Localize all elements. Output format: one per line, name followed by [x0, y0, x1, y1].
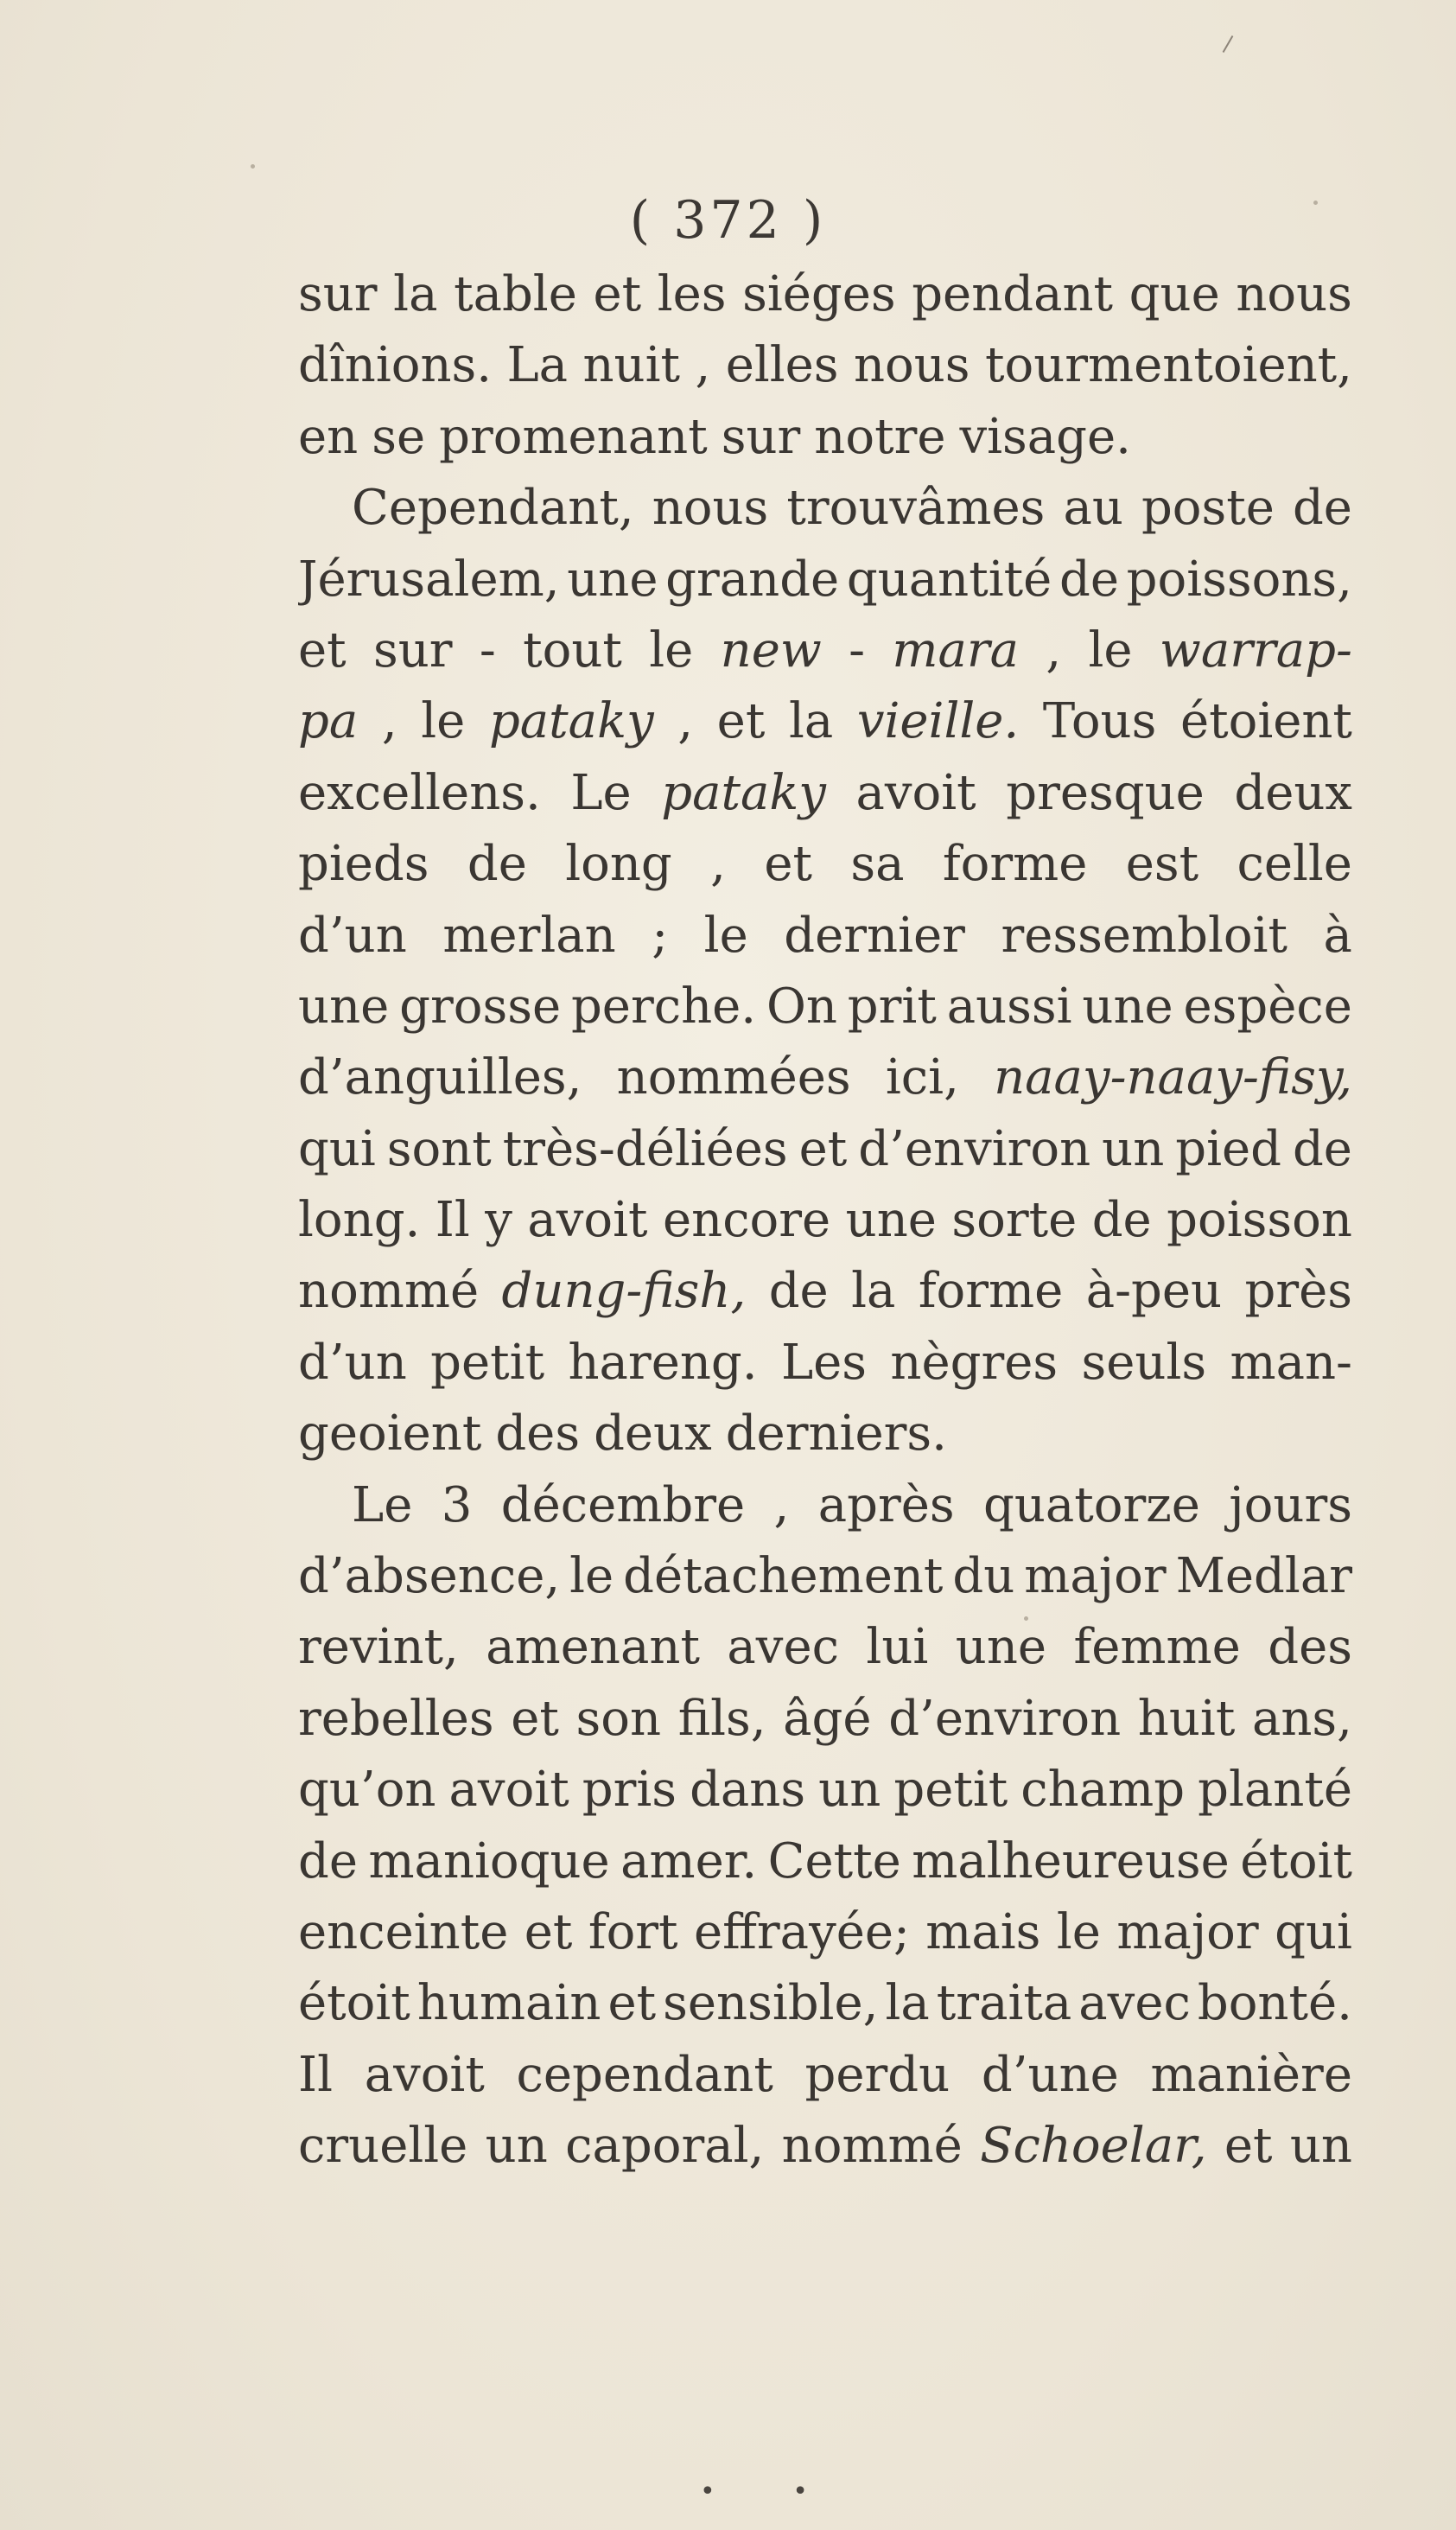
word: nommé — [781, 2118, 963, 2175]
word: âgé — [783, 1690, 872, 1747]
word: La — [506, 337, 569, 394]
word: avec — [1078, 1975, 1191, 2032]
word: prit — [847, 978, 937, 1035]
text-line — [298, 1612, 1352, 1683]
word: , — [1046, 621, 1062, 679]
word: au — [1063, 480, 1123, 537]
word: Tous — [1042, 693, 1157, 750]
word: cruelle — [298, 2118, 468, 2175]
word: Jérusalem, — [298, 551, 560, 608]
word: poste — [1141, 480, 1275, 537]
word: elles — [725, 337, 839, 394]
word: presque — [1006, 764, 1205, 821]
word: perche. — [570, 978, 757, 1035]
text-line — [298, 1541, 1352, 1612]
word: détachement — [623, 1548, 944, 1605]
word: le — [569, 1548, 614, 1605]
word: siéges — [742, 266, 896, 322]
text-line — [298, 1256, 1352, 1327]
word: mara — [892, 621, 1020, 679]
word: - — [849, 621, 866, 679]
word: , — [381, 693, 397, 750]
word: perdu — [804, 2046, 951, 2103]
word: aussi — [946, 978, 1072, 1035]
word: et — [511, 1690, 559, 1747]
text-line — [298, 330, 1352, 401]
word: sorte — [951, 1192, 1078, 1249]
word: nègres — [890, 1334, 1059, 1391]
word: pataky — [661, 764, 826, 821]
word: d’un — [298, 1334, 407, 1391]
text-line — [298, 1897, 1352, 1968]
word: de — [467, 836, 527, 893]
word: lui — [866, 1619, 929, 1676]
word: de — [1091, 1192, 1152, 1249]
word: traita — [936, 1975, 1072, 2032]
paper-speck — [251, 164, 255, 169]
word: et — [298, 621, 347, 679]
word: tout — [523, 621, 622, 679]
word: un — [818, 1762, 881, 1819]
word: planté — [1198, 1762, 1352, 1819]
text-line — [298, 1755, 1352, 1826]
word: man- — [1230, 1334, 1352, 1391]
word: tourmentoient, — [984, 337, 1352, 394]
word: le — [421, 693, 466, 750]
word: de — [768, 1263, 829, 1320]
word: très-déliées — [502, 1120, 788, 1177]
word: en — [298, 408, 359, 465]
text-line — [298, 1684, 1352, 1755]
word: après — [817, 1476, 955, 1533]
word: , — [773, 1476, 790, 1533]
word: dînions. — [298, 337, 493, 394]
word: hareng. — [568, 1334, 758, 1391]
word: manioque — [368, 1832, 610, 1890]
word: enceinte — [298, 1903, 509, 1960]
word: quantité — [846, 551, 1052, 608]
word: Le — [570, 764, 632, 821]
word: mais — [925, 1903, 1041, 1960]
word: la — [393, 266, 438, 322]
word: se — [372, 408, 426, 465]
text-line — [298, 402, 1352, 473]
text-line — [298, 1042, 1352, 1113]
word: avoit — [527, 1192, 648, 1249]
word: vieille. — [856, 693, 1020, 750]
word: table — [454, 266, 577, 322]
word: , — [677, 693, 694, 750]
text-line — [298, 1968, 1352, 2039]
word: amer. — [620, 1832, 758, 1890]
word: avec — [727, 1619, 839, 1676]
word: et — [607, 1975, 657, 2032]
word: , — [695, 337, 711, 394]
text-line — [298, 1185, 1352, 1256]
word: grosse — [399, 978, 562, 1035]
word: manière — [1150, 2046, 1352, 2103]
word: ans, — [1251, 1690, 1352, 1747]
text-line — [298, 2040, 1352, 2111]
word: la — [885, 1975, 930, 2032]
text-line — [298, 1328, 1352, 1399]
word: une — [955, 1619, 1047, 1676]
word: le — [649, 621, 694, 679]
word: étoit — [298, 1975, 410, 2032]
word: une — [1082, 978, 1173, 1035]
word: ressembloit — [1001, 907, 1288, 964]
word: notre — [814, 408, 946, 465]
word: et — [716, 693, 766, 750]
word: new — [720, 621, 822, 679]
word: une — [567, 551, 658, 608]
text-line — [298, 545, 1352, 615]
word: pris — [582, 1762, 677, 1819]
word: Schoelar, — [980, 2118, 1207, 2175]
word: avoit — [364, 2046, 485, 2103]
word: grande — [665, 551, 840, 608]
word: un — [485, 2118, 548, 2175]
word: la — [851, 1263, 896, 1320]
word: des — [1268, 1619, 1352, 1676]
word: poissons, — [1126, 551, 1352, 608]
body-text — [298, 259, 1352, 2183]
word: sur — [298, 266, 378, 322]
word: une — [298, 978, 390, 1035]
word: à-peu — [1085, 1263, 1223, 1320]
word: Il — [435, 1192, 470, 1249]
text-line — [298, 972, 1352, 1042]
word: ici, — [885, 1049, 959, 1106]
word: long — [565, 836, 672, 893]
word: , — [710, 836, 726, 893]
word: dung-fish, — [501, 1263, 747, 1320]
word: espèce — [1183, 978, 1352, 1035]
word: warrap- — [1159, 621, 1352, 679]
word: visage. — [959, 408, 1131, 465]
word: qu’on — [298, 1762, 436, 1819]
word: promenant — [439, 408, 708, 465]
word: amenant — [486, 1619, 700, 1676]
word: fils, — [677, 1690, 766, 1747]
word: et — [798, 1120, 848, 1177]
word: le — [1088, 621, 1133, 679]
word: deux — [1234, 764, 1352, 821]
word: ; — [652, 907, 669, 964]
word: fort — [588, 1903, 678, 1960]
word: petit — [430, 1334, 545, 1391]
word: et — [593, 266, 642, 322]
word: de — [1292, 1120, 1352, 1177]
text-line — [298, 686, 1352, 757]
word: pendant — [912, 266, 1114, 322]
word: et — [764, 836, 812, 893]
word: pataky — [488, 693, 654, 750]
word: avoit — [448, 1762, 569, 1819]
word: un — [1289, 2118, 1352, 2175]
word: long. — [298, 1192, 421, 1249]
word: quatorze — [982, 1476, 1200, 1533]
word: Medlar — [1175, 1548, 1352, 1605]
text-line — [298, 901, 1352, 972]
word: encore — [662, 1192, 831, 1249]
text-line — [298, 1114, 1352, 1185]
word: le — [703, 907, 748, 964]
word: son — [575, 1690, 662, 1747]
word: dernier — [784, 907, 965, 964]
word: sur — [721, 408, 801, 465]
text-line — [298, 615, 1352, 686]
word: nous — [652, 480, 769, 537]
word: revint, — [298, 1619, 459, 1676]
word: d’anguilles, — [298, 1049, 582, 1106]
word: 3 — [441, 1476, 473, 1533]
word: et — [524, 1903, 573, 1960]
word: décembre — [500, 1476, 746, 1533]
word: Le — [352, 1476, 413, 1533]
word: à — [1323, 907, 1352, 964]
word: derniers. — [725, 1405, 947, 1463]
word: forme — [918, 1263, 1064, 1320]
word: d’une — [981, 2046, 1119, 2103]
word: trouvâmes — [786, 480, 1046, 537]
word: de — [1059, 551, 1119, 608]
word: y — [485, 1192, 512, 1249]
word: de — [1292, 480, 1352, 537]
word: sur — [372, 621, 453, 679]
word: Cependant, — [352, 480, 634, 537]
word: malheureuse — [912, 1832, 1230, 1890]
word: merlan — [442, 907, 616, 964]
word: seuls — [1081, 1334, 1207, 1391]
word: d’absence, — [298, 1548, 561, 1605]
word: champ — [1020, 1762, 1186, 1819]
word: pa — [298, 693, 359, 750]
word: d’environ — [888, 1690, 1122, 1747]
word: qui — [1275, 1903, 1352, 1960]
word: une — [845, 1192, 937, 1249]
word: celle — [1237, 836, 1352, 893]
text-line — [298, 1826, 1352, 1897]
word: avoit — [855, 764, 976, 821]
word: la — [788, 693, 834, 750]
word: poisson — [1167, 1192, 1352, 1249]
text-line — [298, 1470, 1352, 1541]
margin-mark — [1223, 35, 1234, 53]
word: major — [1116, 1903, 1259, 1960]
word: est — [1125, 836, 1199, 893]
word: caporal, — [565, 2118, 765, 2175]
word: naay-naay-fisy, — [994, 1049, 1352, 1106]
text-line — [298, 1399, 1352, 1469]
word: le — [1056, 1903, 1101, 1960]
word: nous — [1236, 266, 1352, 322]
word: nommées — [616, 1049, 851, 1106]
word: bonté. — [1197, 1975, 1352, 2032]
word: près — [1244, 1263, 1352, 1320]
word: de — [298, 1832, 358, 1890]
footer-marks: • • — [700, 2476, 842, 2507]
text-line — [298, 758, 1352, 829]
text-line — [298, 2111, 1352, 2182]
word: deux — [594, 1405, 712, 1463]
word: On — [766, 978, 837, 1035]
text-line — [298, 829, 1352, 900]
word: Cette — [767, 1832, 901, 1890]
word: que — [1129, 266, 1220, 322]
word: nuit — [582, 337, 681, 394]
word: effrayée; — [693, 1903, 910, 1960]
word: des — [495, 1405, 581, 1463]
word: du — [952, 1548, 1015, 1605]
word: d’environ — [858, 1120, 1091, 1177]
word: cependant — [516, 2046, 773, 2103]
word: pied — [1175, 1120, 1281, 1177]
word: les — [657, 266, 727, 322]
word: d’un — [298, 907, 407, 964]
word: excellens. — [298, 764, 541, 821]
word: et — [1224, 2118, 1273, 2175]
word: jours — [1229, 1476, 1352, 1533]
page-number-header: ( 372 ) — [629, 190, 827, 251]
word: dans — [690, 1762, 806, 1819]
word: humain — [416, 1975, 601, 2032]
word: nous — [853, 337, 970, 394]
word: huit — [1137, 1690, 1236, 1747]
word: forme — [942, 836, 1088, 893]
word: major — [1024, 1548, 1167, 1605]
text-line — [298, 259, 1352, 330]
word: sa — [850, 836, 905, 893]
word: geoient — [298, 1405, 482, 1463]
text-line — [298, 473, 1352, 544]
word: pieds — [298, 836, 429, 893]
word: - — [479, 621, 496, 679]
word: femme — [1073, 1619, 1241, 1676]
word: sensible, — [663, 1975, 879, 2032]
word: nommé — [298, 1263, 480, 1320]
word: qui — [298, 1120, 376, 1177]
word: rebelles — [298, 1690, 494, 1747]
word: Les — [780, 1334, 868, 1391]
word: étoit — [1240, 1832, 1352, 1890]
word: petit — [893, 1762, 1008, 1819]
word: étoient — [1179, 693, 1352, 750]
word: un — [1102, 1120, 1165, 1177]
word: sont — [386, 1120, 492, 1177]
word: Il — [298, 2046, 334, 2103]
